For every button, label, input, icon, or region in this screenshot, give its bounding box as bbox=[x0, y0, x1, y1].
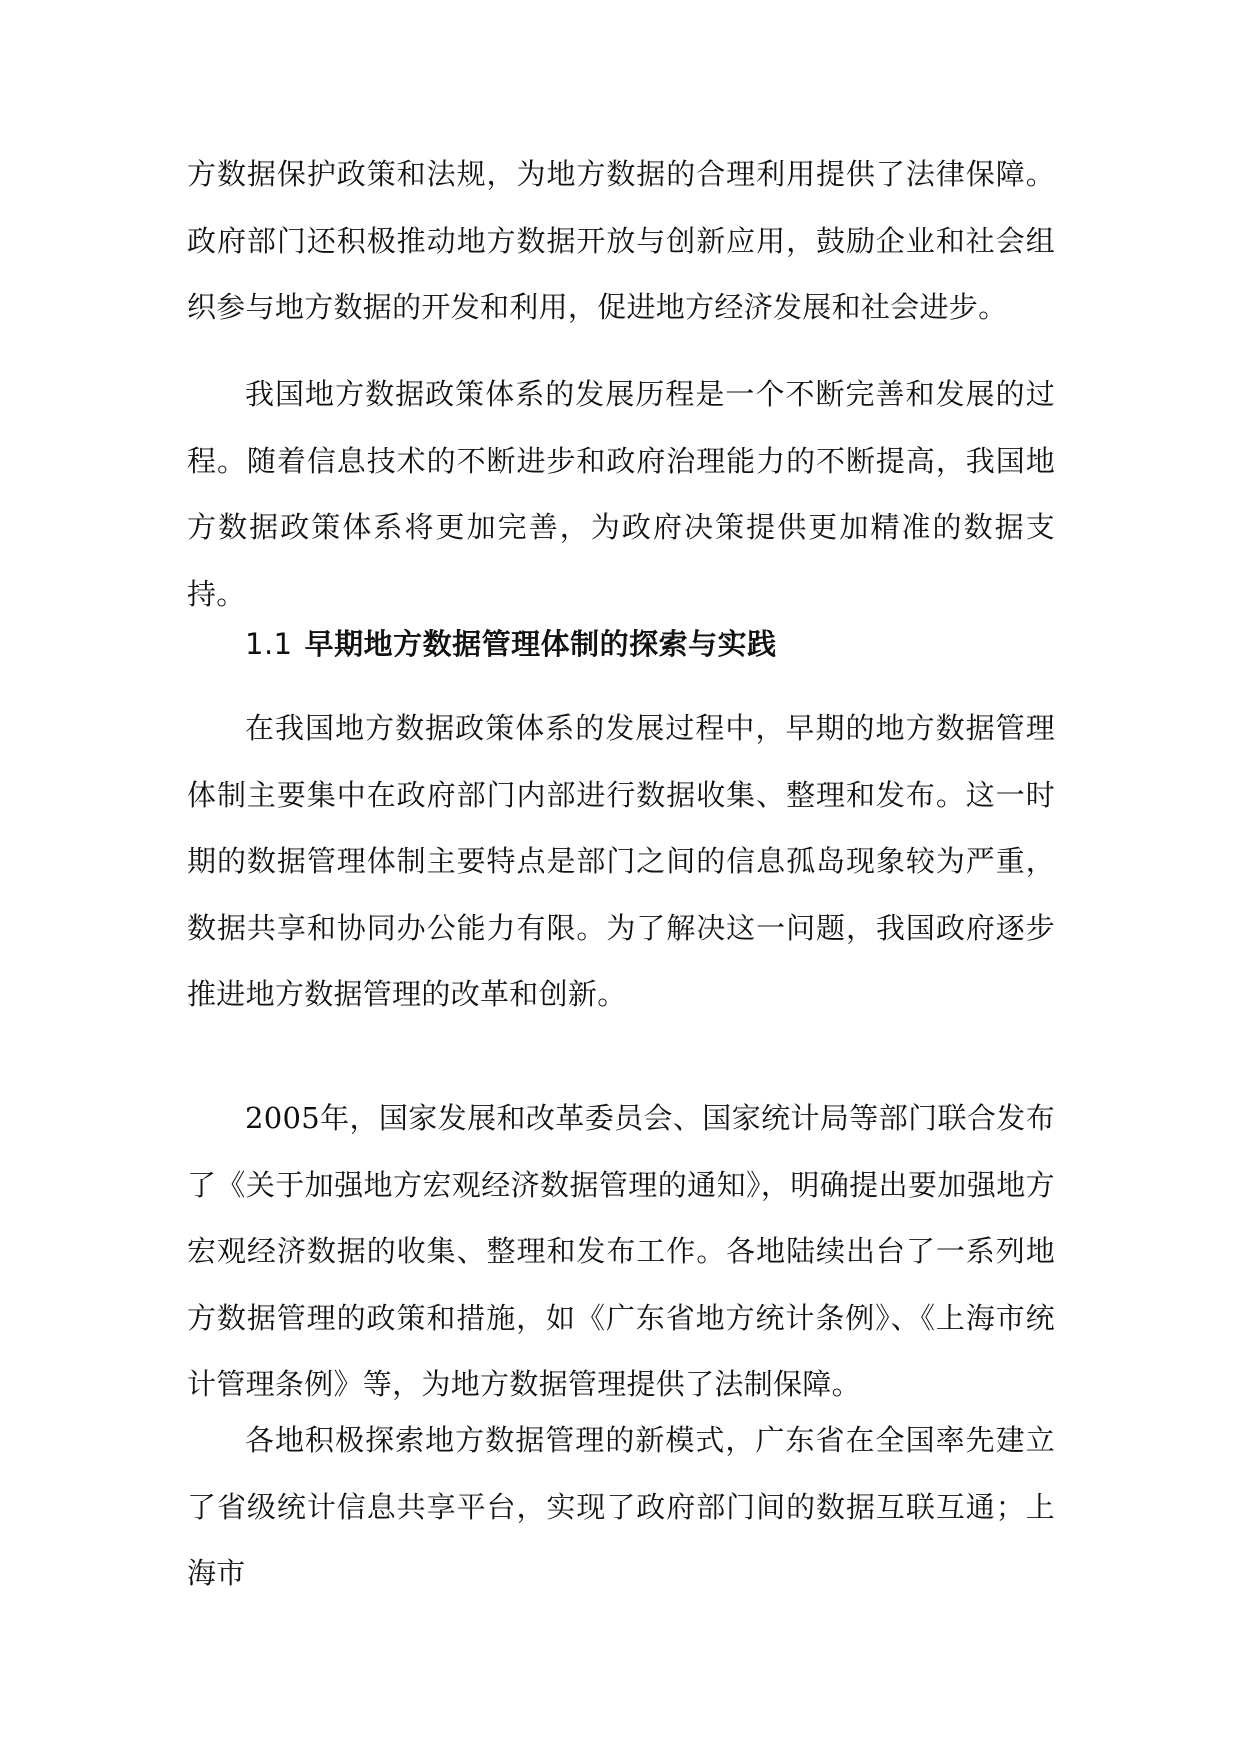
body-paragraph: 我国地方数据政策体系的发展历程是一个不断完善和发展的过程。随着信息技术的不断进步和政府治理能力的不断提高，我国地方数据政策体系将更加完善，为政府决策提供更加精准的数据支持。 bbox=[187, 377, 1055, 611]
body-paragraph: 2005年，国家发展和改革委员会、国家统计局等部门联合发布了《关于加强地方宏观经济数据管理的通知》，明确提出要加强地方宏观经济数据的收集、整理和发布工作。各地陆续出台了一系列地方数据管理的政策和措施，如《广东省地方统计条例》、《上海市统计管理条例》等，为地方数据管理提供了法制保障。 bbox=[187, 1101, 1055, 1401]
section-title: 早期地方数据管理体制的探索与实践 bbox=[304, 627, 777, 661]
section-heading bbox=[245, 622, 777, 663]
body-paragraph: 各地积极探索地方数据管理的新模式，广东省在全国率先建立了省级统计信息共享平台，实现了政府部门间的数据互联互通；上海市 bbox=[187, 1423, 1055, 1590]
body-paragraph: 在我国地方数据政策体系的发展过程中，早期的地方数据管理体制主要集中在政府部门内部进行数据收集、整理和发布。这一时期的数据管理体制主要特点是部门之间的信息孤岛现象较为严重，数据共享和协同办公能力有限。为了解决这一问题，我国政府逐步推进地方数据管理的改革和创新。 bbox=[187, 711, 1055, 1011]
body-paragraph: 方数据保护政策和法规，为地方数据的合理利用提供了法律保障。政府部门还积极推动地方数据开放与创新应用，鼓励企业和社会组织参与地方数据的开发和利用，促进地方经济发展和社会进步。 bbox=[187, 157, 1055, 324]
section-number: 1.1 bbox=[245, 627, 293, 661]
